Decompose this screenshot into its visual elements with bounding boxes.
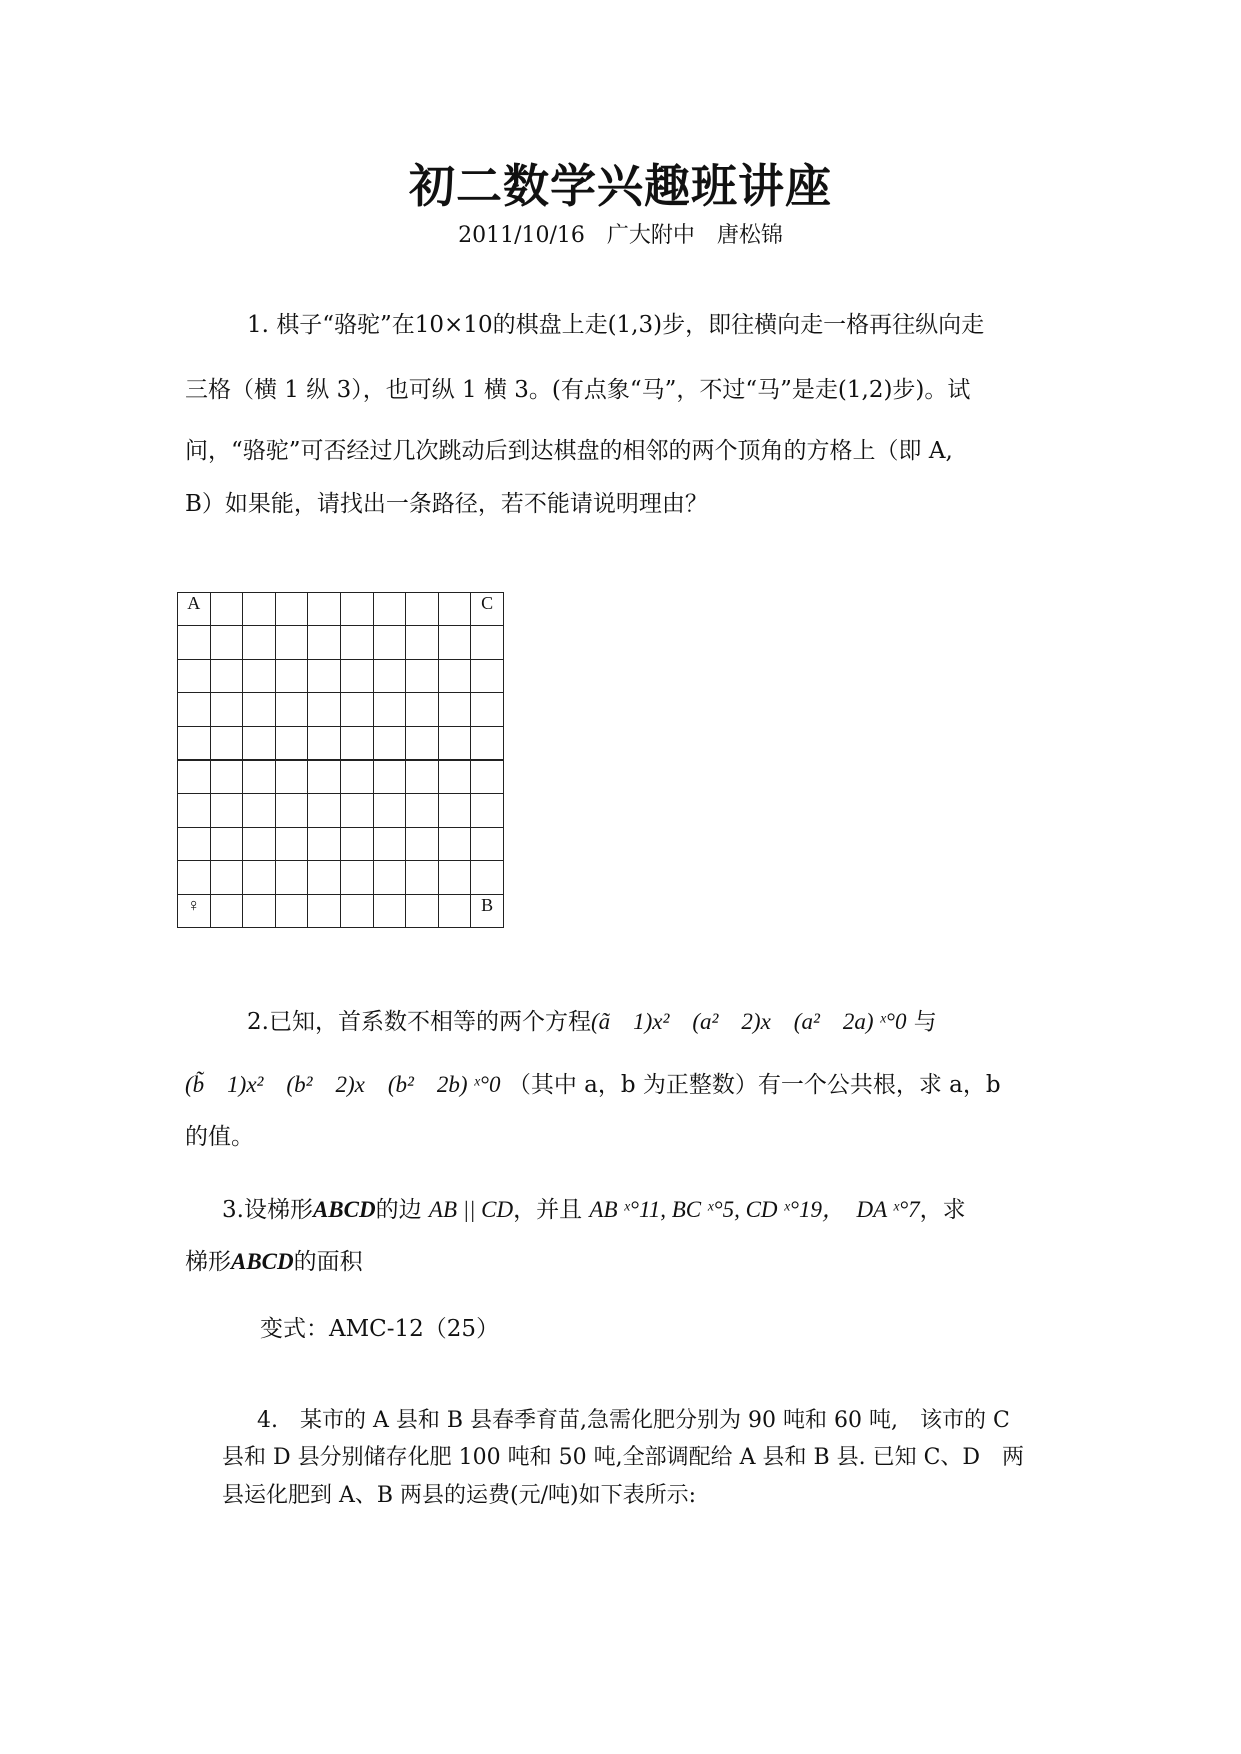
chess-board-grid	[177, 592, 504, 928]
problem1-line3: 问，“骆驼”可否经过几次跳动后到达棋盘的相邻的两个顶角的方格上（即 A,	[185, 438, 953, 464]
board-cell	[275, 794, 308, 827]
board-cell	[406, 726, 439, 760]
board-cell	[471, 726, 504, 760]
board-row	[178, 861, 504, 894]
board-cell	[243, 626, 276, 659]
board-cell	[178, 861, 211, 894]
board-cell	[210, 659, 243, 692]
board-cell	[178, 626, 211, 659]
problem3-line2-b: 的面积	[293, 1249, 363, 1275]
page-title: 初二数学兴趣班讲座	[409, 159, 832, 213]
problem4-line3: 县运化肥到 A、B 两县的运费(元/吨)如下表所示:	[222, 1483, 697, 1508]
board-cell	[406, 827, 439, 860]
problem1-line2: 三格（横 1 纵 3），也可纵 1 横 3。(有点象“马”，不过“马”是走(1,2)步)。试	[185, 377, 971, 403]
board-row	[178, 894, 504, 927]
problem3-tail: ，求	[919, 1197, 966, 1223]
board-cell	[178, 659, 211, 692]
board-cell	[210, 593, 243, 626]
problem3-line1	[222, 1191, 966, 1224]
board-cell	[210, 861, 243, 894]
board-cell	[275, 693, 308, 726]
board-cell	[308, 693, 341, 726]
board-cell	[340, 827, 373, 860]
board-row	[178, 726, 504, 760]
board-cell	[373, 794, 406, 827]
board-cell	[406, 861, 439, 894]
board-cell	[438, 659, 471, 692]
board-cell	[178, 693, 211, 726]
board-cell	[340, 894, 373, 927]
board-cell	[438, 726, 471, 760]
board-cell	[275, 827, 308, 860]
board-cell	[275, 659, 308, 692]
board-cell	[178, 827, 211, 860]
board-cell	[275, 626, 308, 659]
board-cell	[210, 827, 243, 860]
problem2-tail: （其中 a，b 为正整数）有一个公共根，求 a，b	[507, 1072, 1001, 1098]
board-cell	[438, 760, 471, 794]
board-cell	[243, 659, 276, 692]
board-cell	[243, 760, 276, 794]
board-cell	[340, 593, 373, 626]
board-cell	[373, 760, 406, 794]
board-cell	[243, 693, 276, 726]
board-cell	[438, 861, 471, 894]
problem2-line1	[247, 1003, 937, 1036]
board-row	[178, 794, 504, 827]
problem3-parallel-condition: AB || CD	[428, 1197, 514, 1222]
board-cell	[275, 894, 308, 927]
page-subtitle: 2011/10/16 广大附中 唐松锦	[458, 223, 783, 248]
board-cell	[471, 861, 504, 894]
problem3-trapezoid-name: ABCD	[312, 1197, 376, 1222]
board-cell	[406, 626, 439, 659]
board-cell	[308, 659, 341, 692]
board-cell	[471, 693, 504, 726]
board-cell	[308, 626, 341, 659]
problem2-equation2: (b̃ 1)x² (b² 2)x (b² 2b) ˣ°0	[185, 1072, 501, 1097]
board-cell	[178, 726, 211, 760]
board-cell	[373, 626, 406, 659]
board-row	[178, 593, 504, 626]
board-cell	[210, 760, 243, 794]
board-cell	[373, 861, 406, 894]
board-cell	[243, 593, 276, 626]
board-cell	[308, 894, 341, 927]
board-cell	[243, 794, 276, 827]
problem3-line2	[185, 1243, 363, 1276]
problem4-line1: 4. 某市的 A 县和 B 县春季育苗,急需化肥分别为 90 吨和 60 吨, 该市的 C	[257, 1408, 1010, 1433]
board-cell	[373, 894, 406, 927]
board-corner-label-bottom-right: B	[471, 894, 504, 927]
board-cell	[406, 693, 439, 726]
board-corner-label-top-right: C	[471, 593, 504, 626]
board-cell	[438, 894, 471, 927]
board-cell	[471, 659, 504, 692]
problem3-variant: 变式：AMC-12（25）	[260, 1316, 500, 1342]
board-cell	[308, 726, 341, 760]
board-row	[178, 693, 504, 726]
board-corner-label-top-left: A	[178, 593, 211, 626]
problem3-trapezoid-name-2: ABCD	[231, 1249, 294, 1274]
board-row	[178, 626, 504, 659]
board-cell	[210, 626, 243, 659]
problem2-line3: 的值。	[185, 1124, 254, 1150]
board-cell	[438, 593, 471, 626]
problem2-join: 与	[913, 1009, 937, 1035]
board-cell	[340, 659, 373, 692]
board-cell	[243, 894, 276, 927]
board-cell	[471, 626, 504, 659]
board-cell	[373, 693, 406, 726]
board-cell	[243, 827, 276, 860]
board-cell	[308, 760, 341, 794]
board-row	[178, 659, 504, 692]
problem2-line2	[185, 1066, 1001, 1099]
board-cell	[373, 659, 406, 692]
board-cell	[471, 827, 504, 860]
board-cell	[178, 760, 211, 794]
problem2-lead: 2.已知，首系数不相等的两个方程	[247, 1009, 591, 1035]
board-cell	[471, 760, 504, 794]
board-row	[178, 827, 504, 860]
board-cell	[275, 593, 308, 626]
board-cell	[406, 894, 439, 927]
board-cell	[340, 726, 373, 760]
board-cell	[373, 827, 406, 860]
board-cell	[210, 726, 243, 760]
board-cell	[210, 693, 243, 726]
board-cell	[308, 794, 341, 827]
problem2-equation1: (ã 1)x² (a² 2)x (a² 2a) ˣ°0	[590, 1009, 907, 1034]
problem3-side-lengths: AB ˣ°11, BC ˣ°5, CD ˣ°19， DA ˣ°7	[589, 1197, 920, 1222]
board-cell	[340, 626, 373, 659]
board-cell	[471, 794, 504, 827]
problem3-mid2: ，并且	[513, 1197, 583, 1223]
problem3-line2-a: 梯形	[185, 1249, 231, 1275]
board-cell	[243, 726, 276, 760]
board-cell	[373, 593, 406, 626]
board-cell	[406, 760, 439, 794]
problem1-line4: B）如果能，请找出一条路径，若不能请说明理由？	[185, 491, 708, 517]
board-row	[178, 760, 504, 794]
board-cell	[210, 894, 243, 927]
board-cell	[406, 593, 439, 626]
board-corner-label-bottom-left: ♀	[178, 894, 211, 927]
board-cell	[373, 726, 406, 760]
board-cell	[178, 794, 211, 827]
board-cell	[210, 794, 243, 827]
board-cell	[308, 827, 341, 860]
board-cell	[438, 693, 471, 726]
board-cell	[340, 794, 373, 827]
board-cell	[308, 593, 341, 626]
board-cell	[243, 861, 276, 894]
board-cell	[275, 861, 308, 894]
board-cell	[438, 794, 471, 827]
board-cell	[340, 693, 373, 726]
problem3-lead: 3.设梯形	[222, 1197, 313, 1223]
problem3-mid: 的边	[375, 1197, 422, 1223]
problem4-line2: 县和 D 县分别储存化肥 100 吨和 50 吨,全部调配给 A 县和 B 县. 已知 C、D 两	[222, 1445, 1025, 1470]
board-cell	[340, 861, 373, 894]
board-cell	[308, 861, 341, 894]
board-cell	[438, 827, 471, 860]
problem1-line1: 1. 棋子“骆驼”在10×10的棋盘上走(1,3)步，即往横向走一格再往纵向走	[247, 312, 985, 338]
board-cell	[438, 626, 471, 659]
board-cell	[275, 726, 308, 760]
board-cell	[275, 760, 308, 794]
board-cell	[406, 794, 439, 827]
board-cell	[406, 659, 439, 692]
board-cell	[340, 760, 373, 794]
